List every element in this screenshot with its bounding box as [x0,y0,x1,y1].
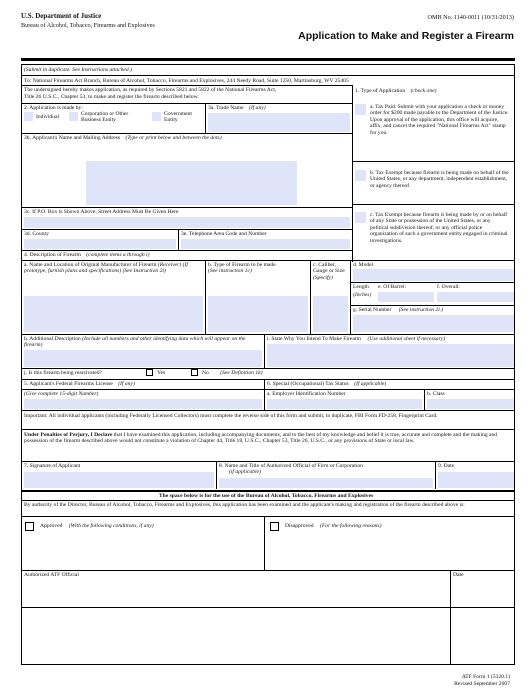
official-name-text: 8. Name and Title of Authorized Official of Firm or Corporation [219,463,363,469]
type-hint: (check one) [410,88,437,94]
po-box-label: 3c. If P.O. Box is Shown Above, Street Address Must Be Given Here [24,209,179,215]
divider [21,461,515,462]
signature-input[interactable] [24,472,214,488]
type-label: 1. Type of Application [355,88,406,94]
serial-input[interactable] [353,315,514,332]
page-title: Application to Make and Register a Firearm [298,30,514,42]
ffl-input[interactable] [24,399,262,409]
manufacturer-text: a. Name and Location of Original Manufacturer of Firearm [24,262,157,268]
divider [21,260,515,261]
divider [21,207,353,208]
additional-description-input[interactable] [24,350,262,367]
divider [450,570,451,665]
sot-text: 6. Special (Occupational) Tax Status [267,381,349,387]
divider [21,607,515,608]
overall-length-label: f. Overall: [437,284,460,290]
divider [352,204,515,205]
divider [264,334,265,368]
individual-label: Individual [36,114,59,120]
caliber-text: c. Caliber, Gauge or Size [313,262,345,275]
manufacturer-input[interactable] [24,296,203,332]
serial-text: g. Serial Number [353,307,392,313]
trade-name-hint: (If any) [248,105,266,111]
ffl-hint: (If any) [118,381,135,387]
ffl-label [24,381,135,387]
serial-hint: (See instruction 2i.) [398,307,444,313]
divider [178,229,179,250]
divider [216,461,217,489]
atf-use-heading: The space below is for the use of the Bureau of Alcohol, Tobacco, Firearms and Explosives [158,493,374,499]
tax-exempt-us-text: b. Tax Exempt because firearm is being made on behalf of the United States, or any department, independent establishment, or agency thereof. [370,170,509,189]
ein-input[interactable] [267,399,422,409]
street-address-input[interactable] [24,217,350,228]
description-label [24,252,149,258]
disapproved-hint: (For the following reasons) [320,523,382,529]
divider [21,133,353,134]
disapproved-checkbox[interactable] [270,522,279,531]
inches-label: (Inches) [353,292,372,298]
atf-authority-text: By authority of the Director, Bureau of Alcohol, Tobacco, Firearms and Explosives, this application has been examined and the applicant's making and registration of the firearm described above is: [24,502,465,508]
divider [264,379,265,410]
divider [21,516,515,517]
official-name-label [219,463,429,476]
class-label: b. Class [427,391,445,397]
divider [21,229,353,230]
approved-checkbox[interactable] [25,522,34,531]
county-input[interactable] [24,239,176,249]
tax-exempt-us-checkbox[interactable] [355,170,366,181]
description-hint: (complete items a through i) [86,252,150,258]
no-text: No [202,370,209,376]
model-input[interactable] [353,269,514,281]
manufacturer-label [24,262,202,275]
perjury-declaration [24,432,514,445]
government-checkbox[interactable] [152,112,161,121]
ffl-text: 5. Applicant's Federal Firearms License [24,381,113,387]
reactivated-no-label [202,370,263,376]
tax-exempt-state-checkbox[interactable] [355,212,366,223]
divider [350,305,515,306]
omb-number: OMB No. 1140-0011 (10/31/2013) [427,14,514,21]
name-address-label [24,135,222,141]
trade-name-input[interactable] [208,113,350,132]
divider [21,429,515,430]
divider [21,379,515,380]
sot-label [267,381,386,387]
reactivated-yes-checkbox[interactable] [146,369,153,376]
manufacturer-hint: (Receiver) (If prototype, furnish plans and specifications) (See Instruction 2i) [24,262,188,275]
signature-label: 7. Signature of Applicant [24,463,81,469]
divider [21,368,515,369]
additional-description-label [24,336,262,349]
caliber-input[interactable] [313,296,348,332]
divider [435,461,436,489]
divider [350,282,515,283]
reactivated-no-checkbox[interactable] [191,369,198,376]
disapproved-text: Disapproved [285,523,314,529]
tax-paid-checkbox[interactable] [355,104,366,115]
approved-text: Approved [40,523,63,529]
individual-checkbox[interactable] [24,112,33,121]
perjury-lead: Under Penalties of Perjury, I Declare [24,432,113,438]
name-address-hint: (Type or print below and between the dots) [125,135,222,141]
approved-label [40,523,154,529]
corporation-checkbox[interactable] [69,112,78,121]
trade-name-text: 3a. Trade Name [208,105,244,111]
phone-input[interactable] [181,239,350,249]
divider [21,250,353,251]
divider [350,260,351,334]
divider [310,260,311,334]
name-address-text: 3b. Applicant's Name and Mailing Address [24,135,121,141]
barrel-length-label: e. Of Barrel: [378,284,407,290]
divider [21,85,353,86]
department-name: U.S. Department of Justice [21,12,102,20]
tax-paid-text: a. Tax Paid. Submit with your application a check or money order for $200 made payable to the Department of the Justice. Upon approval of the application, this office will acquire, affix, and cancel the required "National Firearms Act" stamp for you. [370,104,509,136]
header-rule [21,58,515,61]
firearm-type-hint: (See instruction 1c) [208,268,252,275]
atf-official-label: Authorized ATF Official [24,572,79,578]
divider [352,86,353,262]
divider [21,103,353,104]
caliber-hint: (Specify) [313,274,333,281]
to-text-2: Title 26 U.S.C., Chapter 53, to make and register the firearm described below. [24,94,199,100]
ein-label: a. Employer Identification Number [267,391,346,397]
reactivated-hint: (See Definition 1k) [220,370,263,376]
reason-input[interactable] [267,344,514,367]
revision-date: Revised September 2007 [454,681,510,687]
additional-description-text: h. Additional Description [24,336,81,342]
official-name-input[interactable] [219,478,433,488]
reason-hint: (Use additional sheet if necessary) [367,336,446,342]
divider [21,570,515,571]
divider [424,389,425,410]
submit-note: (Submit in duplicate. See Instructions attached.) [24,67,132,73]
description-text: 4. Description of Firearm [24,252,81,258]
type-of-application-label [355,88,437,94]
firearm-type-label [208,262,308,275]
name-address-input[interactable] [86,161,297,205]
additional-description-hint: (Include all numbers and other identifying data which will appear on the firearm) [24,336,246,349]
tax-exempt-state-text: c. Tax Exempt because firearm is being made by or on behalf of any State or possession of the United States, or any political subdivision thereof, or any official police organization of such a government entity engaged in criminal investigations. [370,212,508,244]
county-label: 3d. County [24,231,49,237]
divider [205,103,206,133]
sot-hint: (If applicable) [354,381,387,387]
trade-name-label [208,105,266,111]
to-address: To: National Firearms Act Branch, Bureau of Alcohol, Tobacco, Firearms and Explosives, 244 Needy Road, Suite 1250, Martinsburg, WV 25405 [24,78,349,84]
phone-label: 3e. Telephone Area Code and Number [181,231,267,237]
date-input[interactable] [438,472,514,488]
divider [205,260,206,334]
corporation-label: Corporation or Other Business Entity [81,111,129,124]
approved-hint: (With the following conditions, if any) [68,523,154,529]
perjury-text: that I have examined this application, including accompanying documents, and to the best of my knowledge and belief it is true, accurate and complete and the making and possession of the firearm described above would not constitute a violation of Chapter 44, Title 18, U.S.C., Chapter 53, Title 26, U.S.C., or any provisions of State or local law. [24,432,498,445]
form-number: ATF Form 1 (5320.1) [461,674,510,680]
reactivated-yes-label: Yes [157,370,166,376]
divider [21,410,515,411]
firearm-type-text: b. Type of Firearm to be made [208,262,276,268]
firearm-type-input[interactable] [208,296,308,332]
to-text-1: The undersigned hereby makes application, as required by Sections 5821 and 5822 of the National Firearms Act, [24,87,277,93]
divider [352,161,515,162]
divider [264,516,265,570]
disapproved-label [285,523,381,529]
length-label: Length [353,284,369,290]
date-label: 9. Date [438,463,455,469]
class-input[interactable] [427,399,514,409]
divider [21,500,515,501]
reason-text: i. State Why You Intend To Make Firearm [267,336,362,342]
overall-length-input[interactable] [437,292,514,302]
made-by-label: 2. Application is made by: [24,105,83,111]
divider [21,334,515,335]
reason-label [267,336,445,342]
model-label: d. Model [353,262,374,268]
official-name-hint: (if applicable) [229,469,261,476]
ffl-sub-label: (Give complete 15-digit Number) [24,391,99,397]
serial-label [353,307,443,313]
bureau-name: Bureau of Alcohol, Tobacco, Firearms and Explosives [21,22,155,29]
reactivated-label: j. Is this firearm being reactivated? [24,370,102,376]
important-note: Important: All individual applicants (including Federally Licensed Collectors) must complete the reverse side of this form and submit, in duplicate, FBI Form FD-258, Fingerprint Card. [24,413,438,419]
caliber-label [313,262,349,281]
divider [21,389,515,390]
government-label: Government Entity [164,111,192,124]
divider [21,490,515,492]
divider [21,75,515,76]
atf-date-label: Date [453,572,464,578]
barrel-length-input[interactable] [378,292,434,302]
